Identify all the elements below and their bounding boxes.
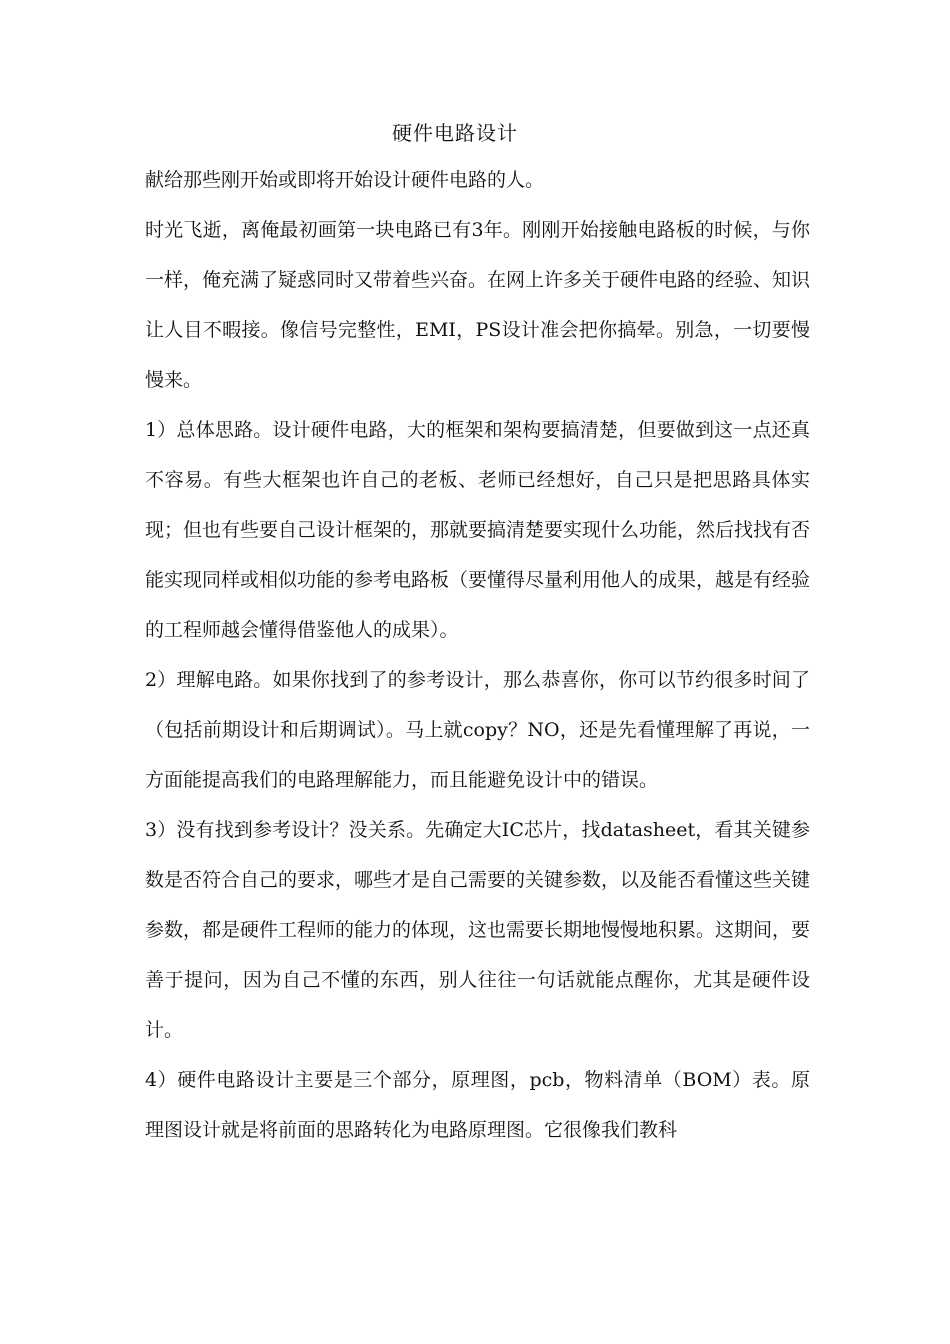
paragraph-step-2: 2）理解电路。如果你找到了的参考设计，那么恭喜你，你可以节约很多时间了（包括前期设计和后期调试）。马上就copy？NO，还是先看懂理解了再说，一方面能提高我们的电路理解能力，而且能避免设计中的错误。 — [145, 669, 810, 791]
paragraph-step-4: 4）硬件电路设计主要是三个部分，原理图，pcb，物料清单（BOM）表。原理图设计就是将前面的思路转化为电路原理图。它很像我们教科 — [145, 1069, 810, 1141]
paragraph-step-3: 3）没有找到参考设计？没关系。先确定大IC芯片，找datasheet，看其关键参数是否符合自己的要求，哪些才是自己需要的关键参数，以及能否看懂这些关键参数，都是硬件工程师的能力的体现，这也需要长期地慢慢地积累。这期间，要善于提问，因为自己不懂的东西，别人往往一句话就能点醒你，尤其是硬件设计。 — [145, 819, 811, 1041]
paragraph-intro: 时光飞逝，离俺最初画第一块电路已有3年。刚刚开始接触电路板的时候，与你一样，俺充满了疑惑同时又带着些兴奋。在网上许多关于硬件电路的经验、知识让人目不暇接。像信号完整性，EMI，PS设计准会把你搞晕。别急，一切要慢慢来。 — [145, 219, 811, 391]
document-body — [145, 155, 810, 1155]
paragraph-step-1: 1）总体思路。设计硬件电路，大的框架和架构要搞清楚，但要做到这一点还真不容易。有些大框架也许自己的老板、老师已经想好，自己只是把思路具体实现；但也有些要自己设计框架的，那就要搞清楚要实现什么功能，然后找找有否能实现同样或相似功能的参考电路板（要懂得尽量利用他人的成果，越是有经验的工程师越会懂得借鉴他人的成果）。 — [145, 419, 811, 641]
document-title: 硬件电路设计 — [392, 121, 518, 145]
paragraph-dedication: 献给那些刚开始或即将开始设计硬件电路的人。 — [145, 169, 545, 191]
